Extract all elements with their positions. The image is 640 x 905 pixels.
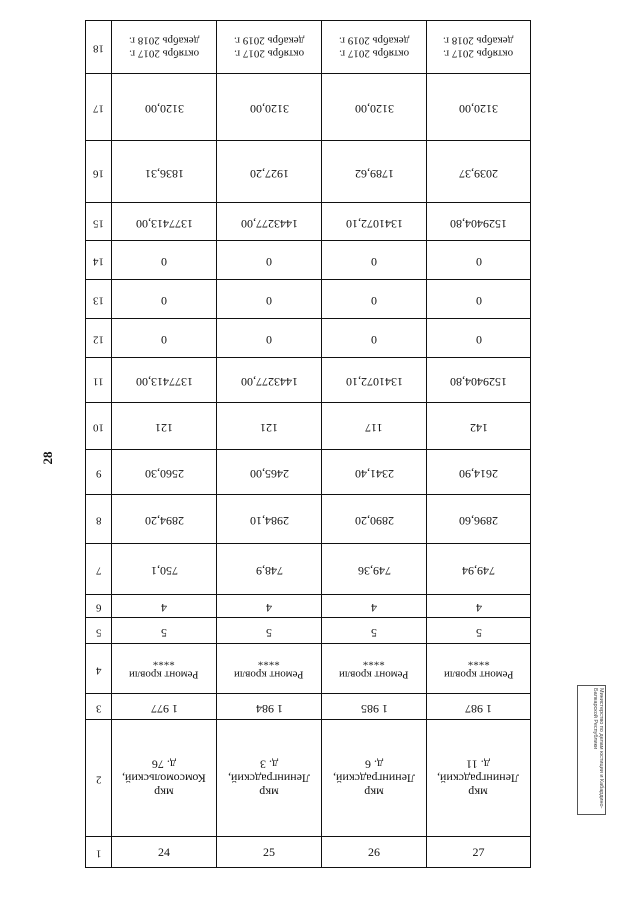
address-cell: мкр Ленинградский, д. 6 (322, 720, 427, 837)
work-type-cell: Ремонт кровли **** (322, 644, 427, 694)
row-number-cell: 25 (217, 837, 322, 868)
column-number-18: 18 (86, 21, 112, 74)
value-cell: 0 (217, 280, 322, 319)
value-cell: 748,9 (217, 544, 322, 595)
value-cell: 749,36 (322, 544, 427, 595)
period-cell: октябрь 2017 г. декабрь 2019 г. (322, 21, 427, 74)
stamp-text: Министерство по делам юстиции и Кабардино-Балкарской Республики (592, 688, 604, 809)
column-number-12: 12 (86, 319, 112, 358)
registration-stamp (577, 685, 606, 815)
column-number-4: 4 (86, 644, 112, 694)
value-cell: 5 (427, 618, 531, 644)
year-cell: 1 977 (112, 694, 217, 720)
column-number-8: 8 (86, 495, 112, 544)
value-cell: 0 (112, 280, 217, 319)
value-cell: 4 (112, 595, 217, 618)
value-cell: 2896,60 (427, 495, 531, 544)
value-cell: 1529404,80 (427, 358, 531, 403)
value-cell: 2890,20 (322, 495, 427, 544)
value-cell: 2465,00 (217, 450, 322, 495)
value-cell: 0 (322, 319, 427, 358)
value-cell: 1377413,00 (112, 203, 217, 241)
value-cell: 117 (322, 403, 427, 450)
value-cell: 749,94 (427, 544, 531, 595)
period-cell: октябрь 2017 г. декабрь 2018 г. (112, 21, 217, 74)
value-cell: 0 (112, 241, 217, 280)
column-number-3: 3 (86, 694, 112, 720)
value-cell: 0 (322, 241, 427, 280)
column-number-13: 13 (86, 280, 112, 319)
value-cell: 4 (217, 595, 322, 618)
year-cell: 1 985 (322, 694, 427, 720)
value-cell: 0 (427, 241, 531, 280)
value-cell: 1443277,00 (217, 203, 322, 241)
column-number-9: 9 (86, 450, 112, 495)
column-number-1: 1 (86, 837, 112, 868)
value-cell: 1443277,00 (217, 358, 322, 403)
work-type-cell: Ремонт кровли **** (112, 644, 217, 694)
value-cell: 2894,20 (112, 495, 217, 544)
value-cell: 0 (322, 280, 427, 319)
value-cell: 0 (112, 319, 217, 358)
value-cell: 3120,00 (112, 74, 217, 141)
work-type-cell: Ремонт кровли **** (217, 644, 322, 694)
year-cell: 1 984 (217, 694, 322, 720)
page-number: 28 (40, 451, 55, 465)
value-cell: 142 (427, 403, 531, 450)
column-number-17: 17 (86, 74, 112, 141)
column-number-5: 5 (86, 618, 112, 644)
value-cell: 1341072,10 (322, 358, 427, 403)
column-number-16: 16 (86, 141, 112, 203)
value-cell: 1836,31 (112, 141, 217, 203)
address-cell: мкр Комсомольский, д. 76 (112, 720, 217, 837)
period-cell: октябрь 2017 г. декабрь 2018 г. (427, 21, 531, 74)
value-cell: 121 (112, 403, 217, 450)
year-cell: 1 987 (427, 694, 531, 720)
value-cell: 1377413,00 (112, 358, 217, 403)
row-number-cell: 26 (322, 837, 427, 868)
value-cell: 3120,00 (427, 74, 531, 141)
value-cell: 2039,37 (427, 141, 531, 203)
value-cell: 2341,40 (322, 450, 427, 495)
column-number-2: 2 (86, 720, 112, 837)
value-cell: 3120,00 (217, 74, 322, 141)
repair-schedule-table (85, 20, 531, 868)
value-cell: 121 (217, 403, 322, 450)
work-type-cell: Ремонт кровли **** (427, 644, 531, 694)
address-cell: мкр Ленинградский, д. 3 (217, 720, 322, 837)
value-cell: 1341072,10 (322, 203, 427, 241)
value-cell: 0 (427, 319, 531, 358)
column-number-11: 11 (86, 358, 112, 403)
value-cell: 2614,90 (427, 450, 531, 495)
value-cell: 5 (322, 618, 427, 644)
value-cell: 5 (112, 618, 217, 644)
value-cell: 3120,00 (322, 74, 427, 141)
column-number-14: 14 (86, 241, 112, 280)
row-number-cell: 27 (427, 837, 531, 868)
column-number-15: 15 (86, 203, 112, 241)
value-cell: 4 (322, 595, 427, 618)
value-cell: 1529404,80 (427, 203, 531, 241)
value-cell: 5 (217, 618, 322, 644)
row-number-cell: 24 (112, 837, 217, 868)
value-cell: 2984,10 (217, 495, 322, 544)
value-cell: 1789,62 (322, 141, 427, 203)
value-cell: 4 (427, 595, 531, 618)
column-number-10: 10 (86, 403, 112, 450)
address-cell: мкр Ленинградский, д. 11 (427, 720, 531, 837)
period-cell: октябрь 2017 г. декабрь 2019 г. (217, 21, 322, 74)
column-number-7: 7 (86, 544, 112, 595)
value-cell: 0 (217, 319, 322, 358)
value-cell: 0 (427, 280, 531, 319)
value-cell: 0 (217, 241, 322, 280)
value-cell: 750,1 (112, 544, 217, 595)
value-cell: 2560,30 (112, 450, 217, 495)
column-number-6: 6 (86, 595, 112, 618)
value-cell: 1927,20 (217, 141, 322, 203)
